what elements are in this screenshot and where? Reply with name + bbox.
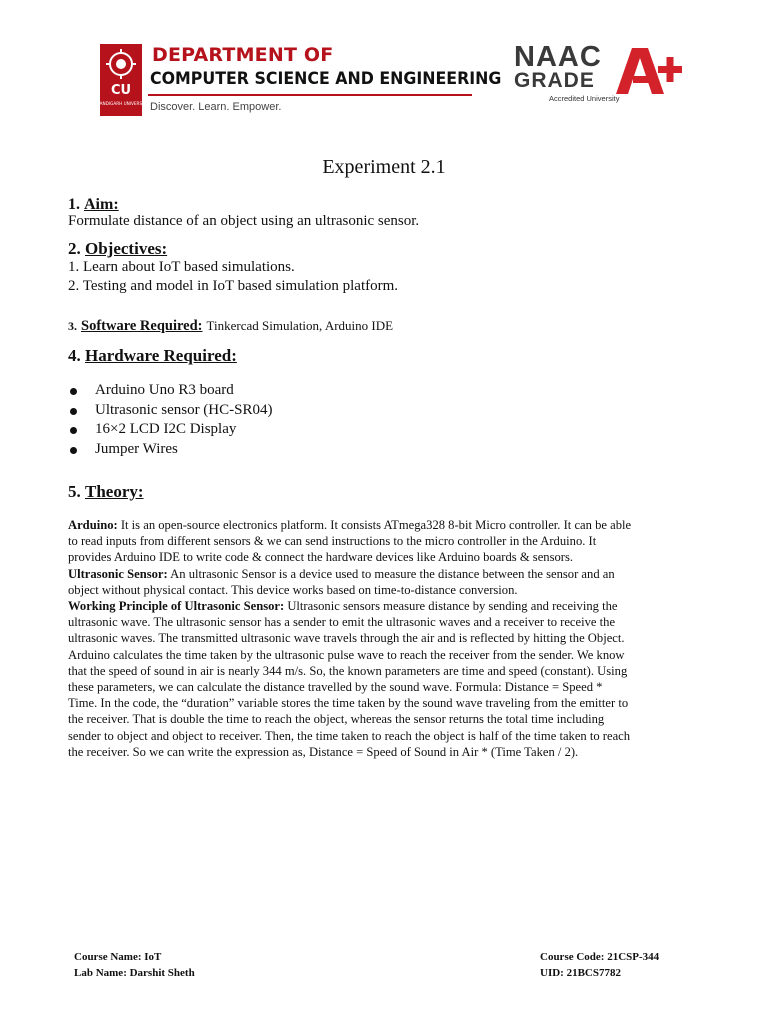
software-number: 3. [68,319,77,333]
university-tagline: Discover. Learn. Empower. [150,101,282,113]
sensor-text: An ultrasonic Sensor is a device used to measure the distance between the sensor and an object without physical contact. This device works based on time-to-distance conversion. [68,566,615,597]
sensor-label: Ultrasonic Sensor: [68,566,168,581]
aim-number: 1. [68,196,80,213]
theory-body [68,517,634,760]
arduino-text: It is an open-source electronics platform. It consists ATmega328 8-bit Micro controller. It can be able to read inputs from different sensors & we can send instructions to the micro controller in the Arduino. It provides Arduino IDE to write code & connect the hardware devices like Arduino boards & sensors. [68,518,632,565]
hardware-heading [68,346,237,366]
experiment-title: Experiment 2.1 [322,156,446,178]
software-required [68,317,393,335]
objectives-heading [68,239,167,259]
theory-label: Theory: [85,482,144,501]
bullet-icon [70,447,77,454]
department-title-line1: DEPARTMENT OF [152,44,334,66]
hardware-item: Arduino Uno R3 board [95,382,234,398]
theory-number: 5. [68,482,81,501]
hardware-label: Hardware Required: [85,346,237,365]
accredited-label: Accredited University [549,94,620,103]
bullet-icon [70,388,77,395]
footer-uid: UID: 21BCS7782 [540,967,621,979]
footer-course-name: Course Name: IoT [74,951,162,963]
list-item [68,441,272,461]
hardware-list [68,382,272,460]
hardware-number: 4. [68,346,81,365]
hardware-item: Jumper Wires [95,440,178,457]
hardware-item: 16×2 LCD I2C Display [95,421,237,437]
bullet-icon [70,427,77,434]
theory-paragraph-principle [68,598,634,760]
principle-label: Working Principle of Ultrasonic Sensor: [68,599,285,614]
footer-lab-name: Lab Name: Darshit Sheth [74,967,195,979]
naac-aplus-logo [614,44,684,96]
footer-course-code: Course Code: 21CSP-344 [540,951,660,963]
header-divider [148,94,472,96]
theory-paragraph-sensor [68,566,634,598]
aim-heading [68,196,119,214]
naac-grade-word: GRADE [514,69,595,92]
cu-logo-subtext: CHANDIGARH UNIVERSITY [93,101,149,106]
objective-item: 2. Testing and model in IoT based simulation platform. [68,278,399,294]
software-text: Tinkercad Simulation, Arduino IDE [206,318,394,333]
bullet-icon [70,408,77,415]
software-label: Software Required: [81,318,203,334]
list-item [68,382,272,402]
principle-text: Ultrasonic sensors measure distance by sending and receiving the ultrasonic wave. The ultrasonic sensor has a sender to emit the ultrasonic waves and a receiver to receive the ultrasonic waves. The transmitted ultrasonic wave travels through the air and is reflected by hitting the Object. Arduino calculates the time taken by the ultrasonic pulse wave to reach the receiver from the sender. We know that the speed of sound in air is nearly 344 m/s. So, the known parameters are time and speed (constant). Using these parameters, we can calculate the distance travelled by the sound wave. Formula: Distance = Speed * Time. In the code, the “duration” variable stores the time taken by the sound wave traveling from the emitter to the receiver. That is double the time to reach the object, whereas the sensor returns the total time including sender to object and object to receiver. Then, the time taken to reach the object is half of the time taken to reach the receiver. So we can write the expression as, Distance = Speed of Sound in Air * (Time Taken / 2). [68,599,631,759]
list-item [68,402,272,422]
cu-logo-text: CU [110,83,132,98]
hardware-item: Ultrasonic sensor (HC-SR04) [95,401,273,418]
theory-heading [68,482,144,502]
objective-item: 1. Learn about IoT based simulations. [68,259,295,275]
naac-logo-word: NAAC [514,41,602,73]
arduino-label: Arduino: [68,518,118,532]
aim-text: Formulate distance of an object using an ultrasonic sensor. [68,213,420,229]
theory-paragraph-arduino [68,517,634,566]
cu-logo [93,44,149,116]
objectives-label: Objectives: [85,239,168,258]
department-title-line2: COMPUTER SCIENCE AND ENGINEERING [150,69,502,89]
list-item [68,421,272,441]
aim-label: Aim: [84,196,119,213]
objectives-number: 2. [68,239,81,258]
